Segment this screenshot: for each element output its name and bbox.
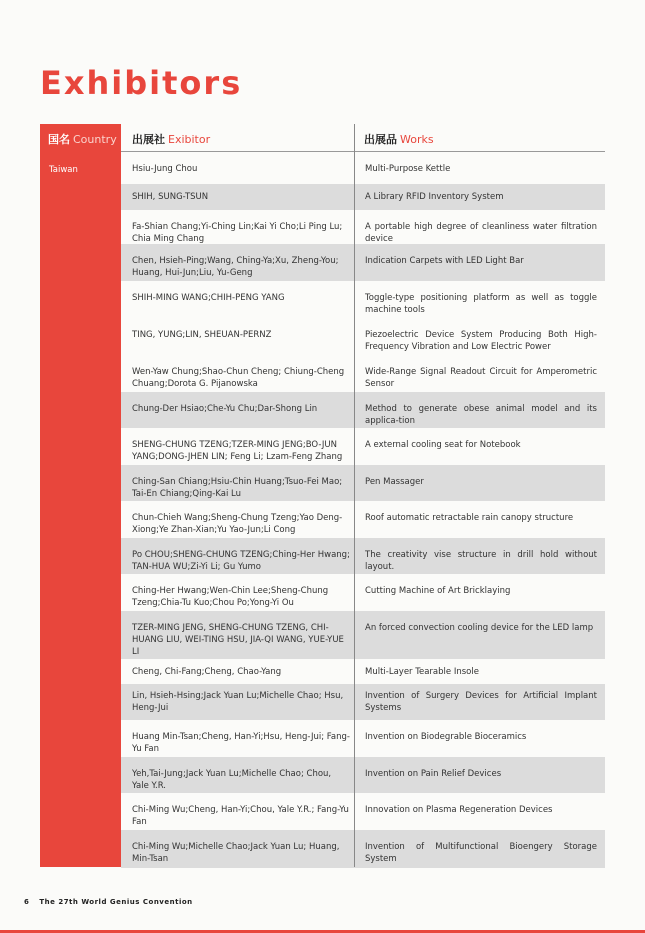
table-row [121, 152, 605, 184]
header-works [364, 131, 434, 147]
table-row [121, 684, 605, 720]
table-row [121, 465, 605, 501]
works-cell: Multi-Layer Tearable Insole [365, 667, 479, 677]
exhibitor-cell: Chi-Ming Wu;Cheng, Han-Yi;Chou, Yale Y.R.; Fang-Yu Fan [132, 805, 349, 827]
exhibitor-cell: Chi-Ming Wu;Michelle Chao;Jack Yuan Lu; Huang, Min-Tsan [132, 842, 340, 864]
column-divider [354, 124, 355, 867]
works-cell: An forced convection cooling device for the LED lamp [365, 623, 594, 633]
exhibitor-cell: Hsiu-Jung Chou [132, 164, 198, 174]
exhibitor-cell: TZER-MING JENG, SHENG-CHUNG TZENG, CHI-HUANG LIU, WEI-TING HSU, JIA-QI WANG, YUE-YUE LI [132, 623, 344, 657]
header-country [48, 131, 117, 147]
page-title: Exhibitors [40, 64, 243, 102]
works-cell: Invention on Biodegrable Bioceramics [365, 732, 527, 742]
table-row [121, 428, 605, 465]
table-row [121, 355, 605, 392]
page-footer [24, 898, 193, 906]
exhibitor-cell: Lin, Hsieh-Hsing;Jack Yuan Lu;Michelle Chao; Hsu, Heng-Jui [132, 691, 344, 713]
exhibitor-cell: Chung-Der Hsiao;Che-Yu Chu;Dar-Shong Lin [132, 404, 318, 414]
exhibitor-cell: SHIH-MING WANG;CHIH-PENG YANG [132, 293, 285, 303]
header-country-zh: 国名 [48, 133, 70, 146]
works-cell: Indication Carpets with LED Light Bar [365, 256, 524, 266]
works-cell: The creativity vise structure in drill hold without layout. [365, 550, 597, 572]
table-row [121, 210, 605, 244]
header-exhibitor-zh: 出展社 [132, 133, 165, 146]
works-cell: Innovation on Plasma Regeneration Devices [365, 805, 553, 815]
works-cell: Multi-Purpose Kettle [365, 164, 451, 174]
header-country-en: Country [73, 133, 117, 146]
exhibitor-cell: SHENG-CHUNG TZENG;TZER-MING JENG;BO-JUN YANG;DONG-JHEN LIN; Feng Li; Lzam-Feng Zhang [132, 440, 343, 462]
works-cell: A portable high degree of cleanliness water filtration device [365, 222, 597, 244]
exhibitor-cell: Po CHOU;SHENG-CHUNG TZENG;Ching-Her Hwang; TAN-HUA WU;Zi-Yi Li; Gu Yumo [132, 550, 350, 572]
header-exhibitor [132, 131, 210, 147]
works-cell: Invention of Multifunctional Bioengery Storage System [365, 842, 597, 864]
table-row [121, 244, 605, 281]
header-works-en: Works [400, 133, 434, 146]
exhibitor-cell: Yeh,Tai-Jung;Jack Yuan Lu;Michelle Chao; Chou, Yale Y.R. [132, 769, 332, 791]
exhibitor-cell: Huang Min-Tsan;Cheng, Han-Yi;Hsu, Heng-Jui; Fang-Yu Fan [132, 732, 350, 754]
exhibitor-cell: Chen, Hsieh-Ping;Wang, Ching-Ya;Xu, Zheng-You; Huang, Hui-Jun;Liu, Yu-Geng [132, 256, 339, 278]
exhibitor-cell: Ching-San Chiang;Hsiu-Chin Huang;Tsuo-Fei Mao; Tai-En Chiang;Qing-Kai Lu [132, 477, 343, 499]
header-works-zh: 出展品 [364, 133, 397, 146]
footer-text: The 27th World Genius Convention [39, 898, 193, 906]
page-number: 6 [24, 898, 30, 906]
works-cell: Invention on Pain Relief Devices [365, 769, 502, 779]
exhibitor-cell: TING, YUNG;LIN, SHEUAN-PERNZ [132, 330, 272, 340]
table-row [121, 793, 605, 830]
table-row [121, 574, 605, 611]
table-row [121, 611, 605, 659]
exhibitor-cell: Wen-Yaw Chung;Shao-Chun Cheng; Chiung-Cheng Chuang;Dorota G. Pijanowska [132, 367, 345, 389]
works-cell: Method to generate obese animal model and its applica-tion [365, 404, 597, 426]
works-cell: Piezoelectric Device System Producing Both High-Frequency Vibration and Low Electric Power [365, 330, 597, 352]
works-cell: Roof automatic retractable rain canopy structure [365, 513, 574, 523]
table-row [121, 392, 605, 428]
works-cell: Cutting Machine of Art Bricklaying [365, 586, 511, 596]
table-row [121, 659, 605, 684]
table-row [121, 318, 605, 355]
works-cell: Wide-Range Signal Readout Circuit for Amperometric Sensor [365, 367, 597, 389]
table-row [121, 757, 605, 793]
table-row [121, 184, 605, 210]
table-row [121, 830, 605, 868]
exhibitor-cell: Chun-Chieh Wang;Sheng-Chung Tzeng;Yao Deng-Xiong;Ye Zhan-Xian;Yu Yao-Jun;Li Cong [132, 513, 343, 535]
header-exhibitor-en: Exibitor [168, 133, 211, 146]
works-cell: Toggle-type positioning platform as well as toggle machine tools [365, 293, 597, 315]
table-row [121, 538, 605, 574]
works-cell: A external cooling seat for Notebook [365, 440, 521, 450]
exhibitor-table [121, 152, 605, 868]
exhibitor-cell: Cheng, Chi-Fang;Cheng, Chao-Yang [132, 667, 282, 677]
exhibitor-cell: Ching-Her Hwang;Wen-Chin Lee;Sheng-Chung Tzeng;Chia-Tu Kuo;Chou Po;Yong-Yi Ou [132, 586, 329, 608]
country-column-band [40, 124, 121, 867]
table-row [121, 720, 605, 757]
table-row [121, 501, 605, 538]
exhibitor-cell: Fa-Shian Chang;Yi-Ching Lin;Kai Yi Cho;Li Ping Lu; Chia Ming Chang [132, 222, 343, 244]
country-value: Taiwan [49, 165, 78, 175]
table-row [121, 281, 605, 318]
works-cell: A Library RFID Inventory System [365, 192, 504, 202]
exhibitor-cell: SHIH, SUNG-TSUN [132, 192, 209, 202]
works-cell: Pen Massager [365, 477, 424, 487]
works-cell: Invention of Surgery Devices for Artificial Implant Systems [365, 691, 597, 713]
